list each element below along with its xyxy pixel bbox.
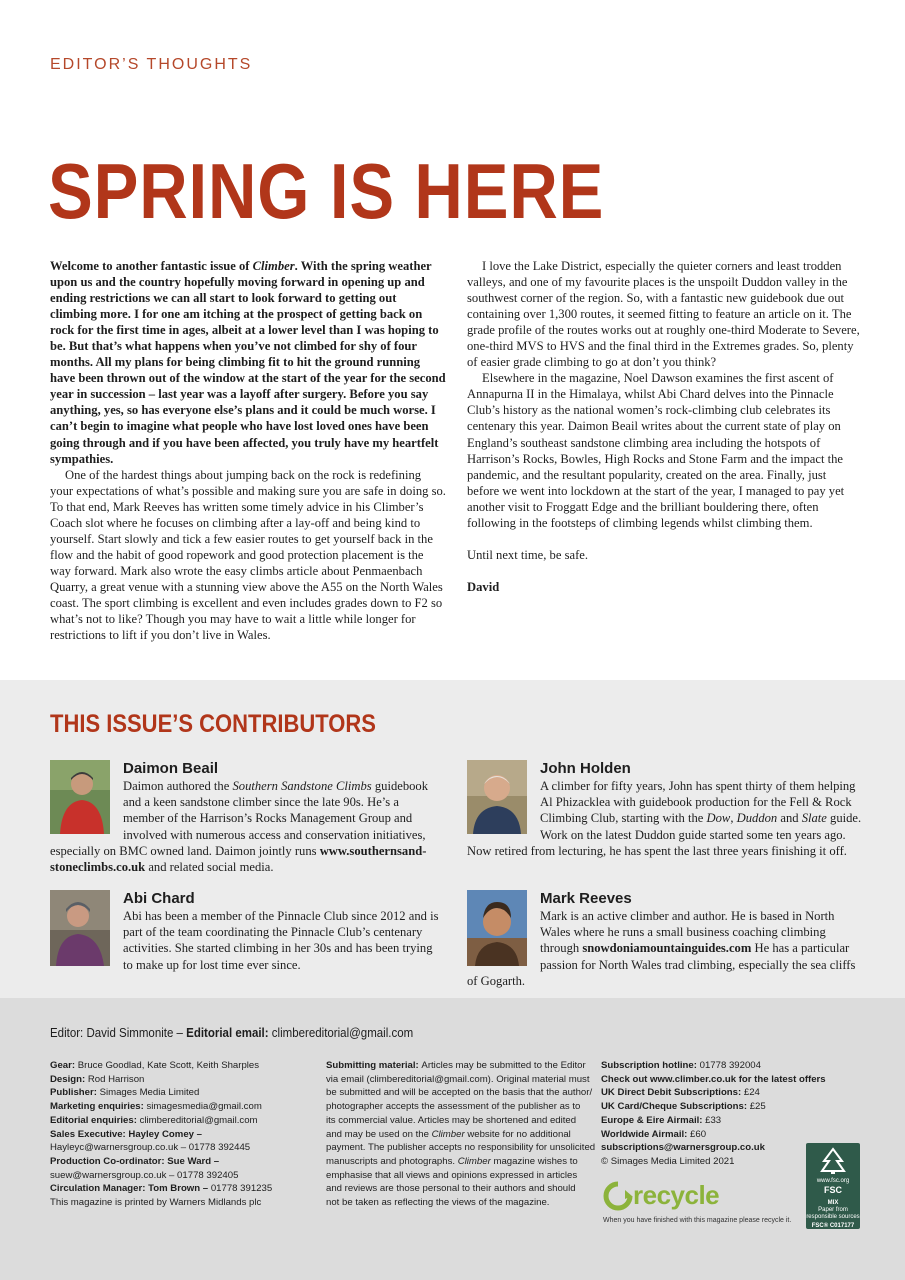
subscription-worldwide <box>601 1128 801 1142</box>
credit-production-contact: suew@warnersgroup.co.uk – 01778 392405 <box>50 1169 239 1181</box>
notice-text: manuscripts and photographs. <box>326 1155 458 1167</box>
credit-value: Bruce Goodlad, Kate Scott, Keith Sharples <box>77 1060 260 1071</box>
subscription-column <box>601 1059 826 1169</box>
notice-text: and may be used on the <box>326 1128 432 1140</box>
credit-value: Simages Media Limited <box>99 1087 200 1099</box>
contributor-name: Daimon Beail <box>123 760 219 777</box>
editorial-column-right <box>467 258 861 595</box>
subscription-value: £33 <box>705 1114 722 1126</box>
notice-line: and reviews are those personal to their authors and should <box>326 1183 576 1195</box>
subscription-label: UK Card/Cheque Subscriptions: <box>601 1101 750 1113</box>
credit-editorial <box>50 1114 300 1128</box>
credit-label: Circulation Manager: Tom Brown – <box>50 1183 211 1195</box>
contributor-photo-daimon <box>50 760 110 834</box>
credit-label: Production Co-ordinator: Sue Ward – <box>50 1155 220 1167</box>
editor-name: David Simmonite – <box>86 1026 187 1040</box>
notice-line <box>326 1128 576 1142</box>
editorial-lead-paragraph <box>50 258 446 467</box>
contributors-title: THIS ISSUE’S CONTRIBUTORS <box>50 710 376 738</box>
fsc-description: Paper from responsible sources <box>806 1207 860 1220</box>
notice-line: not be taken as reflecting the views of the magazine. <box>326 1197 550 1209</box>
notice-line: payment. The publisher accepts no responsibility for unsolicited <box>326 1142 596 1154</box>
editor-label: Editor: <box>50 1026 87 1040</box>
credit-sales <box>50 1128 300 1142</box>
notice-line: emphasise that all views and opinions expressed in articles <box>326 1169 578 1181</box>
bio-text: Daimon authored the <box>123 779 233 793</box>
credit-circulation <box>50 1182 300 1196</box>
credit-value: 01778 391235 <box>210 1183 273 1195</box>
bio-text: He has a particular passion for North Wales trad climbing, especially the sea cliffs of Gogarth. <box>467 941 856 988</box>
contributor-name: Mark Reeves <box>540 890 632 907</box>
credit-sales-contact: Hayleyc@warnersgroup.co.uk – 01778 392445 <box>50 1142 251 1154</box>
credit-value: Rod Harrison <box>87 1073 145 1085</box>
page-title: SPRING IS HERE <box>48 147 605 235</box>
notice-text: magazine wishes to <box>490 1155 578 1167</box>
subscription-direct-debit <box>601 1086 801 1100</box>
contributors-section <box>0 680 905 998</box>
subscription-europe <box>601 1114 801 1128</box>
editor-email[interactable]: climbereditorial@gmail.com <box>271 1026 414 1040</box>
contributor-john <box>467 760 865 859</box>
notice-line: its commercial value. Articles may be shortened and edited <box>326 1114 577 1126</box>
notice-text: Articles may be submitted to the Editor <box>421 1060 586 1071</box>
fsc-url: www.fsc.org <box>816 1178 850 1184</box>
subscription-email[interactable]: subscriptions@warnersgroup.co.uk <box>601 1142 765 1154</box>
fsc-badge <box>806 1143 860 1229</box>
contributor-photo-mark <box>467 890 527 966</box>
bio-text: A climber for fifty years, John has spent thirty of them helping Al Phizacklea with guidebook production for the Fell & Rock Climbing Club, starting with the <box>540 779 856 826</box>
contributor-photo-abi <box>50 890 110 966</box>
bio-text: guidebook and a keen sandstone climber since the late 90s. He’s a member of the Harrison’s Rocks Management Group and involved with numerous access and conservation initiatives, especially on BMC owned land. Daimon jointly runs <box>50 779 429 858</box>
section-kicker: EDITOR’S THOUGHTS <box>50 56 253 73</box>
subscription-label: Worldwide Airmail: <box>601 1128 691 1140</box>
notice-line <box>326 1059 586 1073</box>
subscription-hotline <box>601 1059 801 1073</box>
guide-title: Slate <box>801 811 827 826</box>
subscription-label: Europe & Eire Airmail: <box>601 1114 706 1126</box>
subscription-label: Subscription hotline: <box>601 1060 700 1071</box>
subscription-offers[interactable]: Check out www.climber.co.uk for the latest offers <box>601 1073 826 1085</box>
website-link[interactable]: snowdoniamountainguides.com <box>582 941 752 956</box>
bio-text: guide. Work on the latest Duddon guide started some ten years ago. Now retired from lecturing, he has spent the last three years finishing it off. <box>467 811 862 858</box>
credit-printer: This magazine is printed by Warners Midlands plc <box>50 1197 262 1209</box>
magazine-name: Climber <box>252 259 295 273</box>
email-label: Editorial email: <box>186 1026 272 1040</box>
editorial-closing: Until next time, be safe. <box>467 547 589 562</box>
contributor-mark <box>467 890 865 989</box>
lead-text-rest: . With the spring weather upon us and the country hopefully moving forward in opening up and ending restrictions we can all start to look forward to getting out climbing more. I for one am itching at the prospect of getting back on rock for the first time in ages, albeit at a lower level than I was hoping to be. But that’s what happens when you’ve not climbed for shy of four months. All my plans for being climbing fit to hit the ground running have been thrown out of the window at the start of the year for the second year in succession – last year was a layoff after surgery. Before you say anything, yes, so has everyone else’s plans and it could be much worse. I can’t begin to imagine what people who have lost loved ones have been going through and if you have been affected, you truly have my heartfelt sympathies. <box>50 259 446 466</box>
credit-label: Publisher: <box>50 1087 100 1099</box>
credit-label: Gear: <box>50 1060 78 1071</box>
credit-label: Editorial enquiries: <box>50 1114 140 1126</box>
magazine-name: Climber <box>457 1155 491 1167</box>
credit-publisher <box>50 1086 300 1100</box>
magazine-name: Climber <box>431 1128 465 1140</box>
notice-line: via email (climbereditorial@gmail.com). Original material must <box>326 1073 590 1085</box>
fsc-tree-icon <box>818 1147 848 1175</box>
credit-production <box>50 1155 300 1169</box>
recycle-logo <box>603 1180 791 1224</box>
contributor-name: Abi Chard <box>123 890 195 907</box>
credit-value[interactable]: simagesmedia@gmail.com <box>146 1101 262 1113</box>
bio-text: and related social media. <box>145 860 274 875</box>
bio-text: Mark is an active climber and author. He is based in North Wales where he runs a small business coaching climbing through <box>540 909 835 956</box>
credit-label: Marketing enquiries: <box>50 1101 147 1113</box>
website-link[interactable]: www.southernsand-stoneclimbs.co.uk <box>50 843 427 875</box>
notice-text: website for no additional <box>464 1128 571 1140</box>
credit-design <box>50 1073 300 1087</box>
credit-value[interactable]: climbereditorial@gmail.com <box>139 1114 258 1126</box>
contributor-daimon <box>50 760 442 875</box>
fsc-code: FSC® C017177 <box>811 1223 855 1229</box>
subscription-value: £25 <box>749 1101 766 1113</box>
notice-line: photographer accepts the assessment of the publisher as to <box>326 1101 581 1113</box>
notice-line: be submitted and will be accepted on the basis that the author/ <box>326 1087 593 1099</box>
editor-line <box>50 1026 413 1040</box>
editorial-paragraph-2: One of the hardest things about jumping back on the rock is redefining your expectations of what’s possible and making sure you are safe in doing so. To that end, Mark Reeves has written some timely advice in his Climber’s Coach slot where he focuses on climbing after a lay-off and being kind to yourself. Start slowly and tick a few easier routes to get yourself back in the flow and the habit of good ropework and good protection placement is the way forward. Mark also wrote the easy climbs article about Penmaenbach Quarry, a great venue with a stunning view above the A55 on the North Wales coast. The sport climbing is excellent and even includes grades down to F2 so what’s not to like? Though you may have to wait a little while longer for restrictions to lift if you don’t live in Wales. <box>50 467 446 643</box>
editorial-column-left <box>50 258 446 643</box>
bio-text: , <box>730 811 737 826</box>
contributor-name: John Holden <box>540 760 631 777</box>
editorial-paragraph-3: I love the Lake District, especially the quieter corners and least trodden valleys, and one of my favourite places is the unspoilt Duddon valley in the southwest corner of the region. So, with a fantastic new guidebook due out containing over 1,300 routes, it seemed fitting to feature an article on it. The grade profile of the routes works out at roughly one-third Moderate to Severe, one-third MVS to HVS and the final third in the Extremes grades. So, plenty of easier grade climbing to go at don’t you think? <box>467 259 860 370</box>
credit-marketing <box>50 1100 300 1114</box>
lead-text-start: Welcome to another fantastic issue of <box>50 259 253 273</box>
submission-notice-column <box>326 1059 596 1210</box>
editorial-signoff: David <box>467 579 500 594</box>
contributor-abi <box>50 890 442 973</box>
bio-text: and <box>777 811 802 826</box>
contributor-bio: Abi has been a member of the Pinnacle Club since 2012 and is part of the team coordinating the Pinnacle Club’s centenary activities. She started climbing in her 30s and has been trying to make up for lost time ever since. <box>123 909 439 972</box>
credit-gear <box>50 1059 300 1073</box>
credit-label: Design: <box>50 1073 88 1085</box>
fsc-mix: MIX <box>827 1200 839 1206</box>
subscription-value: 01778 392004 <box>699 1060 761 1071</box>
guide-title: Dow <box>706 811 731 826</box>
guide-title: Duddon <box>736 811 778 826</box>
credit-label: Sales Executive: Hayley Comey – <box>50 1128 202 1140</box>
subscription-value: £24 <box>743 1087 760 1099</box>
contributor-photo-john <box>467 760 527 834</box>
copyright: © Simages Media Limited 2021 <box>601 1155 735 1167</box>
notice-label: Submitting material: <box>326 1060 422 1071</box>
guidebook-title: Southern Sandstone Climbs <box>232 779 372 793</box>
subscription-card <box>601 1100 801 1114</box>
subscription-label: UK Direct Debit Subscriptions: <box>601 1087 744 1099</box>
recycle-arrow-icon <box>603 1181 633 1211</box>
fsc-mark: FSC <box>824 1185 842 1195</box>
subscription-value: £60 <box>690 1128 707 1140</box>
editorial-paragraph-4: Elsewhere in the magazine, Noel Dawson examines the first ascent of Annapurna II in the Himalaya, whilst Abi Chard delves into the Pinnacle Club’s history as the national women’s rock-climbing club celebrates its centenary this year. Daimon Beail writes about the current state of play on England’s southeast sandstone climbing area including the hotspots of Harrison’s Rocks, Bowles, High Rocks and Stone Farm and the impact the pandemic, and the resultant popularity, created on the area. Finally, just before we went into lockdown at the start of the year, I managed to pay yet another visit to Froggatt Edge and the brilliant bouldering there, often following in the footsteps of climbing legends whilst climbing them. <box>467 371 845 530</box>
credits-column <box>50 1059 300 1210</box>
recycle-note: When you have finished with this magazine please recycle it. <box>603 1217 792 1224</box>
recycle-word: recycle <box>633 1180 720 1210</box>
notice-line <box>326 1155 576 1169</box>
staff-credits-section <box>0 998 905 1280</box>
